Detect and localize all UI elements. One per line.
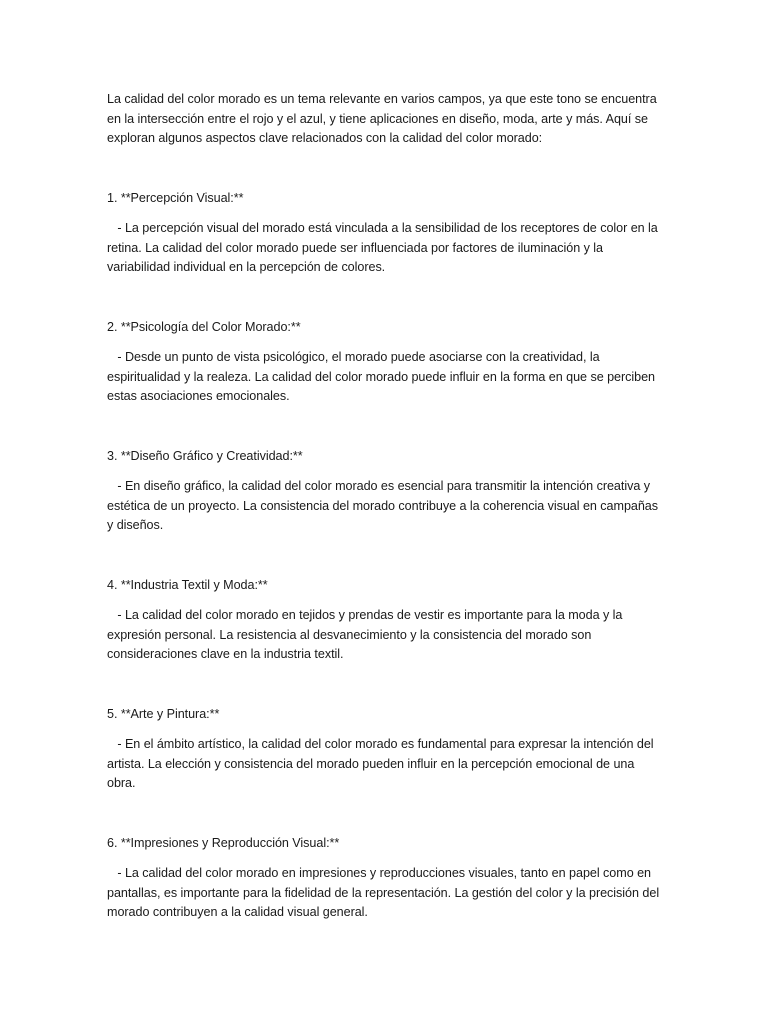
section-title: 4. **Industria Textil y Moda:** [107,577,268,592]
section-body-text: - La percepción visual del morado está vinculada a la sensibilidad de los receptores de color en la retina. La calidad del color morado puede ser influenciada por factores de iluminación y la variabilidad individual en la percepción de colores. [107,221,658,274]
section-body-text: - La calidad del color morado en tejidos y prendas de vestir es importante para la moda y la expresión personal. La resistencia al desvanecimiento y la consistencia del morado son consideraciones clave en la industria textil. [107,608,623,661]
intro-paragraph: La calidad del color morado es un tema relevante en varios campos, ya que este tono se encuentra en la intersección entre el rojo y el azul, y tiene aplicaciones en diseño, moda, arte y más. Aquí se exploran algunos aspectos clave relacionados con la calidad del color morado: [107,92,657,145]
document-page [107,90,663,963]
section-percepcion-visual [107,189,663,278]
section-body-text: - Desde un punto de vista psicológico, el morado puede asociarse con la creatividad, la espiritualidad y la realeza. La calidad del color morado puede influir en la forma en que se perciben estas asociaciones emocionales. [107,350,656,403]
section-title: 1. **Percepción Visual:** [107,190,244,205]
section-industria-textil [107,576,663,665]
section-impresiones [107,834,663,923]
section-body [107,606,663,665]
section-body [107,735,663,794]
section-arte-pintura [107,705,663,794]
section-body-text: - La calidad del color morado en impresiones y reproducciones visuales, tanto en papel como en pantallas, es importante para la fidelidad de la representación. La gestión del color y la precisión del morado contribuyen a la calidad visual general. [107,866,660,919]
section-title: 2. **Psicología del Color Morado:** [107,319,301,334]
section-body [107,219,663,278]
section-body [107,348,663,407]
section-diseno-grafico [107,447,663,536]
section-title: 6. **Impresiones y Reproducción Visual:** [107,835,340,850]
section-title: 5. **Arte y Pintura:** [107,706,220,721]
section-body-text: - En el ámbito artístico, la calidad del color morado es fundamental para expresar la intención del artista. La elección y consistencia del morado pueden influir en la percepción emocional de una obra. [107,737,654,790]
section-body [107,864,663,923]
section-title: 3. **Diseño Gráfico y Creatividad:** [107,448,303,463]
section-body-text: - En diseño gráfico, la calidad del color morado es esencial para transmitir la intención creativa y estética de un proyecto. La consistencia del morado contribuye a la coherencia visual en campañas y diseños. [107,479,659,532]
section-psicologia-color [107,318,663,407]
section-body [107,477,663,536]
